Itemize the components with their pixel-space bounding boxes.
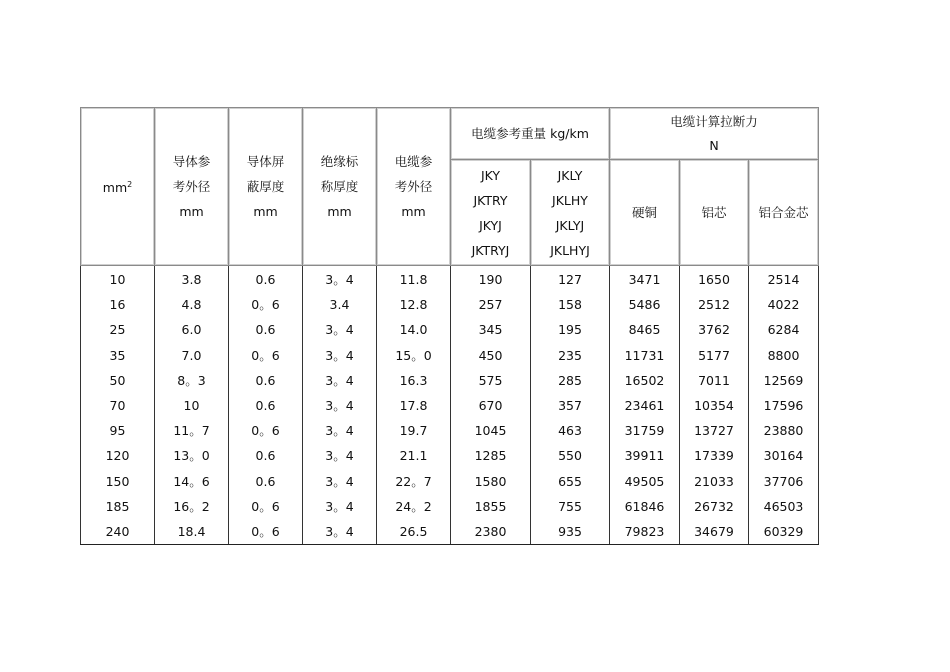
header-line: 绝缘标 — [320, 154, 359, 169]
table-cell: 1045 — [451, 418, 531, 443]
table-cell: 3。4 — [303, 494, 377, 519]
table-cell: 575 — [451, 368, 531, 393]
header-line: N — [709, 137, 719, 153]
table-cell: 185 — [81, 494, 155, 519]
table-cell: 95 — [81, 418, 155, 443]
table-cell: 24。2 — [377, 494, 451, 519]
table-cell: 755 — [531, 494, 610, 519]
table-cell: 3。4 — [303, 317, 377, 342]
table-row — [81, 418, 819, 443]
table-cell: 39911 — [610, 443, 680, 468]
table-cell: 240 — [81, 519, 155, 545]
header-line: JKLHYJ — [550, 242, 590, 258]
table-cell: 235 — [531, 343, 610, 368]
table-cell: 8。3 — [155, 368, 229, 393]
table-cell: 1855 — [451, 494, 531, 519]
header-line: 电缆参 — [394, 154, 433, 169]
table-row — [81, 266, 819, 293]
header-line: mm — [179, 204, 204, 219]
table-cell: 31759 — [610, 418, 680, 443]
table-cell: 3.4 — [303, 292, 377, 317]
table-cell: 12569 — [749, 368, 819, 393]
header-weight-copper-models — [451, 160, 531, 266]
table-cell: 15。0 — [377, 343, 451, 368]
table-cell: 10 — [155, 393, 229, 418]
header-cable-diameter — [377, 108, 451, 266]
table-cell: 3.8 — [155, 266, 229, 293]
header-line: JKY — [480, 167, 501, 183]
table-cell: 61846 — [610, 494, 680, 519]
table-cell: 14.0 — [377, 317, 451, 342]
table-cell: 7.0 — [155, 343, 229, 368]
table-row — [81, 343, 819, 368]
table-cell: 935 — [531, 519, 610, 545]
table-cell: 450 — [451, 343, 531, 368]
table-cell: 26732 — [680, 494, 749, 519]
table-cell: 8800 — [749, 343, 819, 368]
table-row — [81, 393, 819, 418]
table-cell: 79823 — [610, 519, 680, 545]
header-line: mm — [253, 204, 278, 219]
table-cell: 257 — [451, 292, 531, 317]
table-cell: 14。6 — [155, 469, 229, 494]
table-cell: 0.6 — [229, 266, 303, 293]
header-conductor-diameter — [155, 108, 229, 266]
table-cell: 3。4 — [303, 469, 377, 494]
table-cell: 0。6 — [229, 292, 303, 317]
table-cell: 3。4 — [303, 266, 377, 293]
table-cell: 1285 — [451, 443, 531, 468]
header-line: JKLHY — [552, 192, 588, 208]
table-cell: 655 — [531, 469, 610, 494]
header-line: 考外径 — [172, 179, 211, 194]
table-cell: 285 — [531, 368, 610, 393]
table-cell: 0.6 — [229, 393, 303, 418]
table-cell: 670 — [451, 393, 531, 418]
table-cell: 34679 — [680, 519, 749, 545]
table-cell: 26.5 — [377, 519, 451, 545]
table-cell: 25 — [81, 317, 155, 342]
table-cell: 3。4 — [303, 393, 377, 418]
table-cell: 50 — [81, 368, 155, 393]
table-cell: 16。2 — [155, 494, 229, 519]
table-row — [81, 469, 819, 494]
table-cell: 23461 — [610, 393, 680, 418]
table-cell: 1580 — [451, 469, 531, 494]
table-cell: 7011 — [680, 368, 749, 393]
table-cell: 16502 — [610, 368, 680, 393]
table-cell: 17596 — [749, 393, 819, 418]
table-cell: 120 — [81, 443, 155, 468]
header-line: 称厚度 — [320, 179, 359, 194]
table-cell: 4.8 — [155, 292, 229, 317]
table-cell: 16 — [81, 292, 155, 317]
table-header — [81, 108, 819, 266]
table-cell: 23880 — [749, 418, 819, 443]
header-conductor-screen — [229, 108, 303, 266]
table-cell: 49505 — [610, 469, 680, 494]
header-insulation-thickness — [303, 108, 377, 266]
table-row — [81, 368, 819, 393]
table-cell: 30164 — [749, 443, 819, 468]
table-cell: 2512 — [680, 292, 749, 317]
table-cell: 21.1 — [377, 443, 451, 468]
header-weight-aluminum-models — [531, 160, 610, 266]
table-cell: 0.6 — [229, 443, 303, 468]
table-cell: 8465 — [610, 317, 680, 342]
table-cell: 12.8 — [377, 292, 451, 317]
table-cell: 6284 — [749, 317, 819, 342]
table-row — [81, 443, 819, 468]
header-line: JKTRYJ — [471, 242, 510, 258]
table-cell: 0。6 — [229, 343, 303, 368]
table-cell: 2514 — [749, 266, 819, 293]
table-cell: 3。4 — [303, 519, 377, 545]
table-cell: 0.6 — [229, 469, 303, 494]
header-force-aluminum-alloy: 铝合金芯 — [749, 160, 819, 266]
table-cell: 46503 — [749, 494, 819, 519]
table-cell: 357 — [531, 393, 610, 418]
table-cell: 22。7 — [377, 469, 451, 494]
table-cell: 17339 — [680, 443, 749, 468]
table-cell: 127 — [531, 266, 610, 293]
table-cell: 0。6 — [229, 418, 303, 443]
cable-spec-table — [80, 107, 819, 545]
table-cell: 0。6 — [229, 519, 303, 545]
table-cell: 5177 — [680, 343, 749, 368]
table-cell: 10354 — [680, 393, 749, 418]
table-row — [81, 317, 819, 342]
table-cell: 70 — [81, 393, 155, 418]
header-unit-superscript: 2 — [127, 180, 133, 189]
header-line: 导体参 — [172, 154, 211, 169]
table-row — [81, 519, 819, 545]
table-cell: 13。0 — [155, 443, 229, 468]
table-cell: 3。4 — [303, 443, 377, 468]
header-line: JKLY — [557, 167, 583, 183]
table-cell: 6.0 — [155, 317, 229, 342]
table-cell: 35 — [81, 343, 155, 368]
table-cell: 190 — [451, 266, 531, 293]
table-cell: 3471 — [610, 266, 680, 293]
header-force-group — [610, 108, 819, 160]
header-line: 蔽厚度 — [246, 179, 285, 194]
table-cell: 550 — [531, 443, 610, 468]
table-cell: 345 — [451, 317, 531, 342]
table-cell: 0.6 — [229, 317, 303, 342]
table-cell: 17.8 — [377, 393, 451, 418]
header-weight-group: 电缆参考重量 kg/km — [451, 108, 610, 160]
header-line: 导体屏 — [246, 154, 285, 169]
table-cell: 158 — [531, 292, 610, 317]
table-cell: 60329 — [749, 519, 819, 545]
header-unit-text: mm — [102, 180, 128, 195]
table-cell: 150 — [81, 469, 155, 494]
table-cell: 10 — [81, 266, 155, 293]
header-force-aluminum: 铝芯 — [680, 160, 749, 266]
table-cell: 18.4 — [155, 519, 229, 545]
header-line: JKLYJ — [555, 217, 585, 233]
header-force-hard-copper: 硬铜 — [610, 160, 680, 266]
table-cell: 19.7 — [377, 418, 451, 443]
table-cell: 37706 — [749, 469, 819, 494]
table-cell: 1650 — [680, 266, 749, 293]
table-cell: 16.3 — [377, 368, 451, 393]
header-line: 考外径 — [394, 179, 433, 194]
table-cell: 5486 — [610, 292, 680, 317]
table-cell: 195 — [531, 317, 610, 342]
header-line: mm — [401, 204, 426, 219]
table-cell: 11.8 — [377, 266, 451, 293]
header-line: mm — [327, 204, 352, 219]
table-cell: 3。4 — [303, 368, 377, 393]
header-line: JKTRY — [473, 192, 508, 208]
table-body — [81, 266, 819, 545]
table-cell: 21033 — [680, 469, 749, 494]
table-cell: 0。6 — [229, 494, 303, 519]
table-cell: 0.6 — [229, 368, 303, 393]
table-cell: 3。4 — [303, 418, 377, 443]
header-line: 电缆计算拉断力 — [670, 113, 758, 129]
header-cross-section — [81, 108, 155, 266]
table-cell: 2380 — [451, 519, 531, 545]
table-row — [81, 494, 819, 519]
table-cell: 4022 — [749, 292, 819, 317]
header-line: JKYJ — [479, 217, 502, 233]
table-cell: 11731 — [610, 343, 680, 368]
table-cell: 3762 — [680, 317, 749, 342]
table-row — [81, 292, 819, 317]
table-cell: 463 — [531, 418, 610, 443]
table-cell: 13727 — [680, 418, 749, 443]
table-cell: 3。4 — [303, 343, 377, 368]
table-cell: 11。7 — [155, 418, 229, 443]
